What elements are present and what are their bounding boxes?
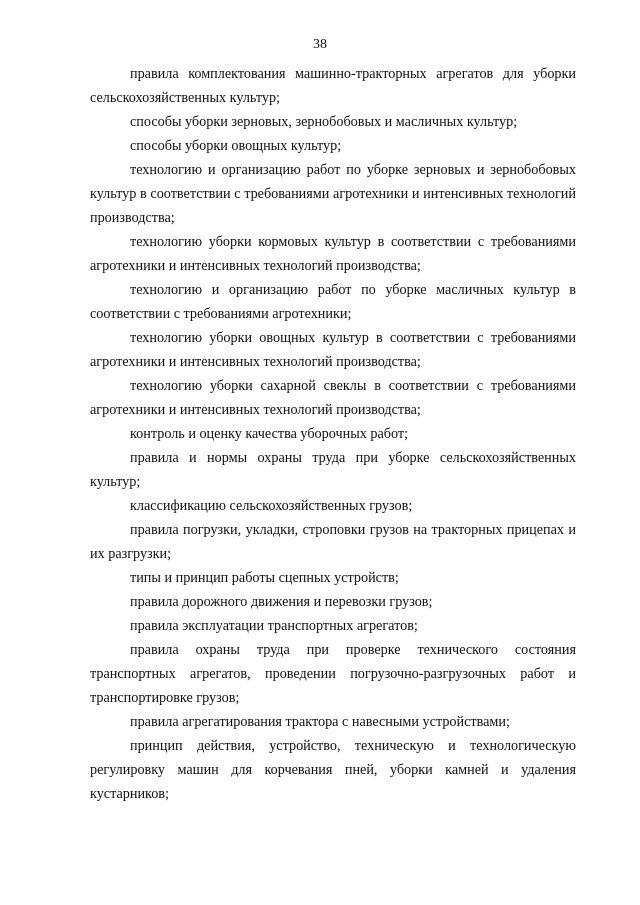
paragraph: правила охраны труда при проверке технического состояния транспортных агрегатов, проведении погрузочно-разгрузочных работ и транспортировке грузов; [90,642,576,706]
paragraph: правила агрегатирования трактора с навесными устройствами; [130,714,510,730]
paragraph: правила комплектования машинно-тракторных агрегатов для уборки сельскохозяйственных культур; [90,66,576,106]
paragraph: способы уборки зерновых, зернобобовых и масличных культур; [130,114,518,130]
document-body [90,62,576,806]
paragraph: правила и нормы охраны труда при уборке сельскохозяйственных культур; [90,450,576,490]
paragraph: технологию уборки кормовых культур в соответствии с требованиями агротехники и интенсивных технологий производства; [90,234,576,274]
paragraph: типы и принцип работы сцепных устройств; [130,570,399,586]
paragraph: технологию и организацию работ по уборке масличных культур в соответствии с требованиями агротехники; [90,282,576,322]
paragraph: технологию уборки сахарной свеклы в соответствии с требованиями агротехники и интенсивных технологий производства; [90,378,576,418]
paragraph: классификацию сельскохозяйственных грузов; [130,498,413,514]
paragraph: способы уборки овощных культур; [130,138,342,154]
paragraph: правила дорожного движения и перевозки грузов; [130,594,433,610]
paragraph: принцип действия, устройство, техническую и технологическую регулировку машин для корчевания пней, уборки камней и удаления кустарников; [90,738,576,802]
paragraph: правила эксплуатации транспортных агрегатов; [130,618,418,634]
paragraph: контроль и оценку качества уборочных работ; [130,426,409,442]
page-number: 38 [313,37,327,52]
paragraph: правила погрузки, укладки, строповки грузов на тракторных прицепах и их разгрузки; [90,522,576,562]
paragraph: технологию и организацию работ по уборке зерновых и зернобобовых культур в соответствии с требованиями агротехники и интенсивных технологий производства; [90,162,576,226]
paragraph: технологию уборки овощных культур в соответствии с требованиями агротехники и интенсивных технологий производства; [90,330,576,370]
